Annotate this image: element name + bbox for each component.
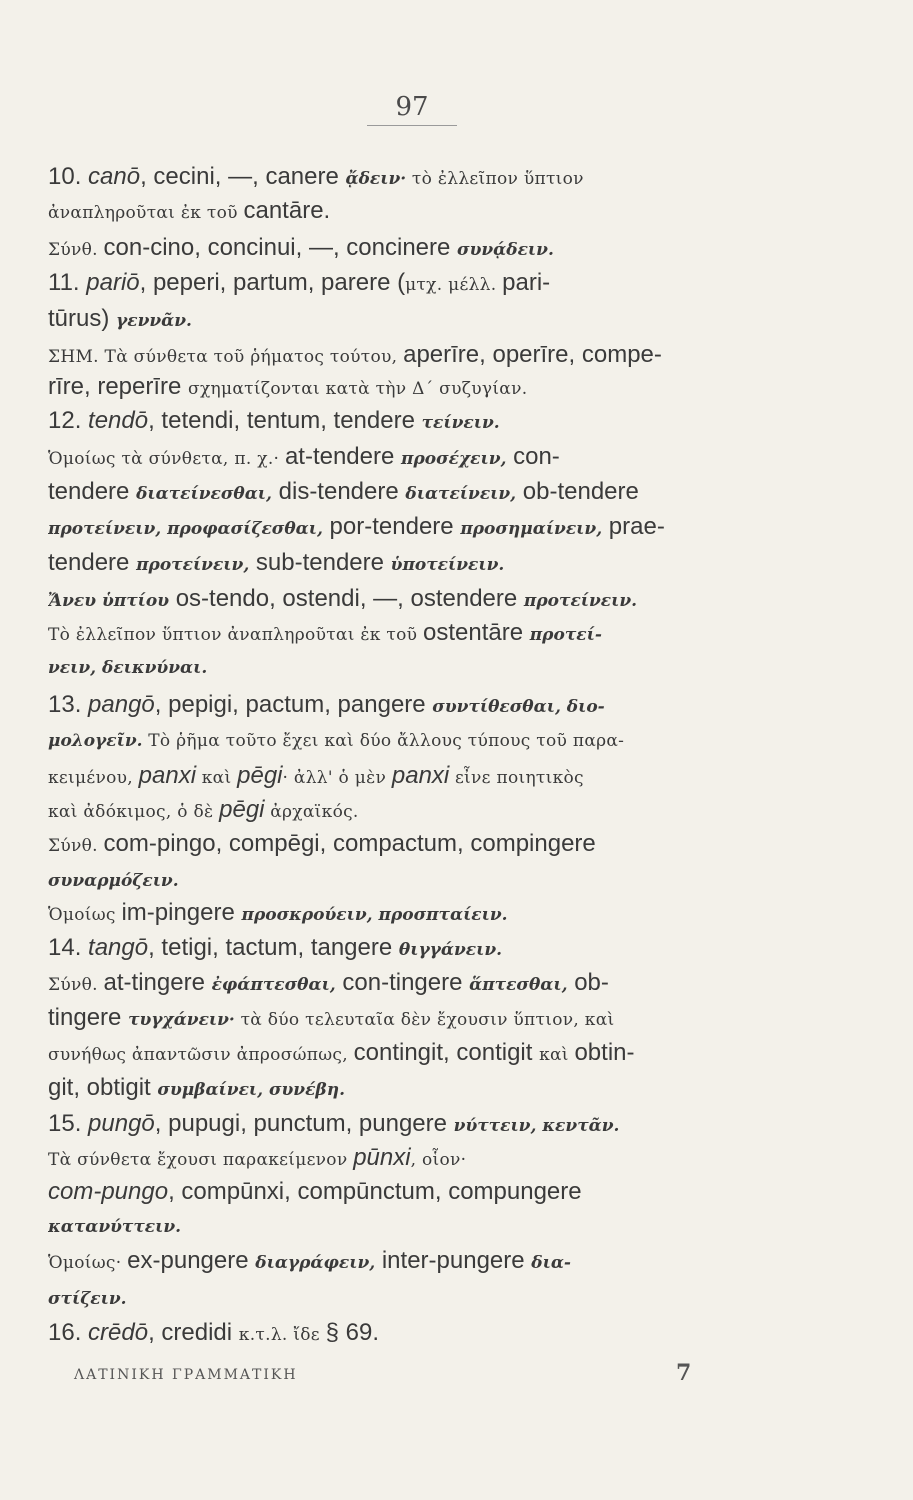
text-segment: § 69. <box>325 1319 380 1346</box>
text-segment: , tetigi, tactum, tangere <box>148 934 399 961</box>
text-line <box>48 761 763 793</box>
text-segment: τυγχάνειν· <box>128 1010 235 1030</box>
text-segment: con-tingere <box>335 969 470 996</box>
text-segment: obtin- <box>574 1039 635 1066</box>
text-segment: · ἀλλ' ὁ μὲν <box>282 768 392 788</box>
text-segment: , peperi, partum, parere ( <box>139 269 406 296</box>
text-segment: τείνειν. <box>421 413 500 433</box>
text-segment: κ.τ.λ. ἴδε <box>238 1325 326 1345</box>
text-segment: com-pingo, compēgi, compactum, compingere <box>103 830 596 857</box>
text-segment: 10. <box>48 163 89 190</box>
text-segment: ᾄδειν· <box>345 169 407 189</box>
text-segment: Ὁμοίως <box>48 905 122 925</box>
text-segment: ob-tendere <box>516 478 639 505</box>
text-segment: ἀρχαϊκός. <box>264 802 359 822</box>
text-segment: εἶνε ποιητικὸς <box>449 768 584 788</box>
text-line <box>48 1211 763 1242</box>
text-line <box>48 1003 763 1035</box>
text-line <box>48 618 763 650</box>
text-segment: , οἷον· <box>410 1150 467 1170</box>
text-segment: καὶ ἀδόκιμος, ὁ δὲ <box>48 802 220 822</box>
text-segment: tendere <box>48 549 137 576</box>
text-segment: σχηματίζονται κατὰ τὴν Δ΄ συζυγίαν. <box>188 379 528 399</box>
text-line <box>48 1073 763 1105</box>
text-segment: μολογεῖν. <box>48 731 143 751</box>
text-segment: προτεί- <box>529 625 602 645</box>
text-segment: ἅπτεσθαι, <box>469 975 568 995</box>
text-segment: 15. <box>48 1110 89 1137</box>
text-segment: τὸ ἐλλεῖπον ὕπτιον <box>406 169 584 189</box>
text-line <box>48 340 763 372</box>
text-segment: 14. <box>48 934 89 961</box>
footer-title: ΛΑΤΙΝΙΚΗ ΓΡΑΜΜΑΤΙΚΗ <box>74 1367 298 1383</box>
text-segment: , credidi <box>148 1319 239 1346</box>
text-segment: , compūnxi, compūnctum, compungere <box>168 1178 582 1205</box>
text-segment: συνᾴδειν. <box>457 240 554 260</box>
text-segment: , pupugi, punctum, pungere <box>154 1110 454 1137</box>
text-segment: git, obtigit <box>48 1074 158 1101</box>
text-segment: tangō <box>88 934 149 961</box>
text-line <box>48 1318 763 1350</box>
page-number-rule <box>367 125 457 126</box>
text-segment: ex-pungere <box>127 1247 256 1274</box>
text-segment: καὶ <box>196 768 238 788</box>
text-segment: ἐφάπτεσθαι, <box>211 975 336 995</box>
text-segment: dis-tendere <box>271 478 406 505</box>
text-line <box>48 406 763 438</box>
text-segment: pungō <box>88 1110 155 1137</box>
text-segment: νύττειν, κεντᾶν. <box>453 1116 620 1136</box>
text-line <box>48 196 763 228</box>
text-segment: προσέχειν, <box>401 449 507 469</box>
signature-mark: 7 <box>676 1360 692 1386</box>
text-segment: προτείνειν, <box>136 555 250 575</box>
text-segment: panxi <box>138 762 197 789</box>
text-segment: 11. <box>48 269 87 296</box>
text-line <box>48 584 763 616</box>
text-line <box>48 548 763 580</box>
text-line <box>48 1246 763 1278</box>
text-segment: pariō <box>86 269 140 296</box>
text-segment: κειμένου, <box>48 768 139 788</box>
text-line <box>48 1038 763 1070</box>
text-line <box>48 725 763 756</box>
text-segment: Ὁμοίως τὰ σύνθετα, π. χ.· <box>48 449 285 469</box>
text-segment: panxi <box>391 762 450 789</box>
text-segment: νειν, δεικνύναι. <box>48 658 208 678</box>
text-segment: θιγγάνειν. <box>398 940 503 960</box>
text-segment: con- <box>506 443 560 470</box>
text-segment: ob- <box>567 969 609 996</box>
text-segment: ΣΗΜ. Τὰ σύνθετα τοῦ ῥήματος τούτου, <box>48 347 404 367</box>
text-segment: τὰ δύο τελευταῖα δὲν ἔχουσιν ὕπτιον, καὶ <box>234 1010 615 1030</box>
text-segment: συντίθεσθαι, διο- <box>432 697 605 717</box>
text-line <box>48 690 763 722</box>
text-segment: im-pingere <box>121 899 242 926</box>
text-segment: ὑποτείνειν. <box>390 555 505 575</box>
text-segment: pangō <box>88 691 155 718</box>
text-segment: προσημαίνειν, <box>460 519 603 539</box>
text-segment: μτχ. μέλλ. <box>405 275 503 295</box>
text-segment: prae- <box>602 513 665 540</box>
text-line <box>48 795 763 827</box>
text-line <box>48 512 763 544</box>
text-line <box>48 1177 763 1208</box>
text-segment: 13. <box>48 691 89 718</box>
text-segment: cantāre. <box>243 197 331 224</box>
text-line <box>48 865 763 896</box>
text-segment: os-tendo, ostendi, —, ostendere <box>169 585 524 612</box>
text-segment: ἀναπληροῦται ἐκ τοῦ <box>48 203 244 223</box>
text-line <box>48 968 763 1000</box>
text-line <box>48 162 763 194</box>
text-segment: Ἄνευ ὑπτίου <box>48 591 170 611</box>
text-line <box>48 372 763 404</box>
text-segment: καὶ <box>539 1045 575 1065</box>
text-segment: pēgi <box>219 796 265 823</box>
text-segment: tendere <box>48 478 137 505</box>
text-segment: inter-pungere <box>375 1247 532 1274</box>
text-segment: διατείνειν, <box>405 484 517 504</box>
text-segment: Σύνθ. <box>48 975 104 995</box>
text-line <box>48 1109 763 1141</box>
text-segment: προσκρούειν, προσπταίειν. <box>241 905 508 925</box>
text-line <box>48 829 763 861</box>
text-segment: γεννᾶν. <box>116 311 192 331</box>
text-line <box>48 652 763 683</box>
text-line <box>48 442 763 474</box>
text-segment: Τὸ ἐλλεῖπον ὕπτιον ἀναπληροῦται ἐκ τοῦ <box>48 625 423 645</box>
text-line <box>48 898 763 930</box>
text-segment: crēdō <box>88 1319 149 1346</box>
text-segment: προτείνειν. <box>523 591 638 611</box>
text-segment: κατανύττειν. <box>48 1217 182 1237</box>
text-segment: aperīre, operīre, compe- <box>403 341 662 368</box>
text-line <box>48 304 763 336</box>
text-segment: tūrus) <box>48 305 117 332</box>
text-segment: διαγράφειν, <box>255 1253 376 1273</box>
text-segment: 16. <box>48 1319 89 1346</box>
text-segment: Τὰ σύνθετα ἔχουσι παρακείμενον <box>48 1150 354 1170</box>
text-segment: , pepigi, pactum, pangere <box>154 691 433 718</box>
text-line <box>48 933 763 965</box>
text-line <box>48 1143 763 1175</box>
text-segment: contingit, contigit <box>353 1039 540 1066</box>
text-segment: προτείνειν, προφασίζεσθαι, <box>48 519 323 539</box>
text-segment: 12. <box>48 407 89 434</box>
text-segment: at-tingere <box>103 969 212 996</box>
page-number: 97 <box>395 92 429 122</box>
text-segment: con-cino, concinui, —, concinere <box>103 234 458 261</box>
text-segment: at-tendere <box>284 443 402 470</box>
text-segment: συνήθως ἀπαντῶσιν ἀπροσώπως, <box>48 1045 354 1065</box>
text-segment: rīre, reperīre <box>48 373 189 400</box>
text-segment: Σύνθ. <box>48 836 104 856</box>
text-segment: ostentāre <box>423 619 530 646</box>
text-segment: στίζειν. <box>48 1289 127 1309</box>
text-line <box>48 1283 763 1314</box>
text-segment: Ὁμοίως· <box>48 1253 128 1273</box>
text-line <box>48 233 763 265</box>
text-segment: canō <box>88 163 141 190</box>
text-segment: Σύνθ. <box>48 240 104 260</box>
text-segment: pēgi <box>237 762 283 789</box>
text-segment: tendō <box>88 407 149 434</box>
text-segment: συναρμόζειν. <box>48 871 179 891</box>
text-segment: δια- <box>531 1253 571 1273</box>
text-segment: tingere <box>48 1004 129 1031</box>
text-segment: pari- <box>502 269 551 296</box>
text-line <box>48 268 763 300</box>
text-segment: pūnxi <box>353 1144 411 1171</box>
text-segment: por-tendere <box>322 513 461 540</box>
text-segment: διατείνεσθαι, <box>136 484 272 504</box>
text-segment: com-pungo <box>48 1178 169 1205</box>
text-line <box>48 477 763 509</box>
text-segment: συμβαίνει, συνέβη. <box>157 1080 345 1100</box>
text-segment: Τὸ ῥῆμα τοῦτο ἔχει καὶ δύο ἄλλους τύπους τοῦ παρα- <box>142 731 625 751</box>
text-segment: , cecini, —, canere <box>140 163 346 190</box>
text-segment: , tetendi, tentum, tendere <box>148 407 422 434</box>
text-segment: sub-tendere <box>249 549 391 576</box>
